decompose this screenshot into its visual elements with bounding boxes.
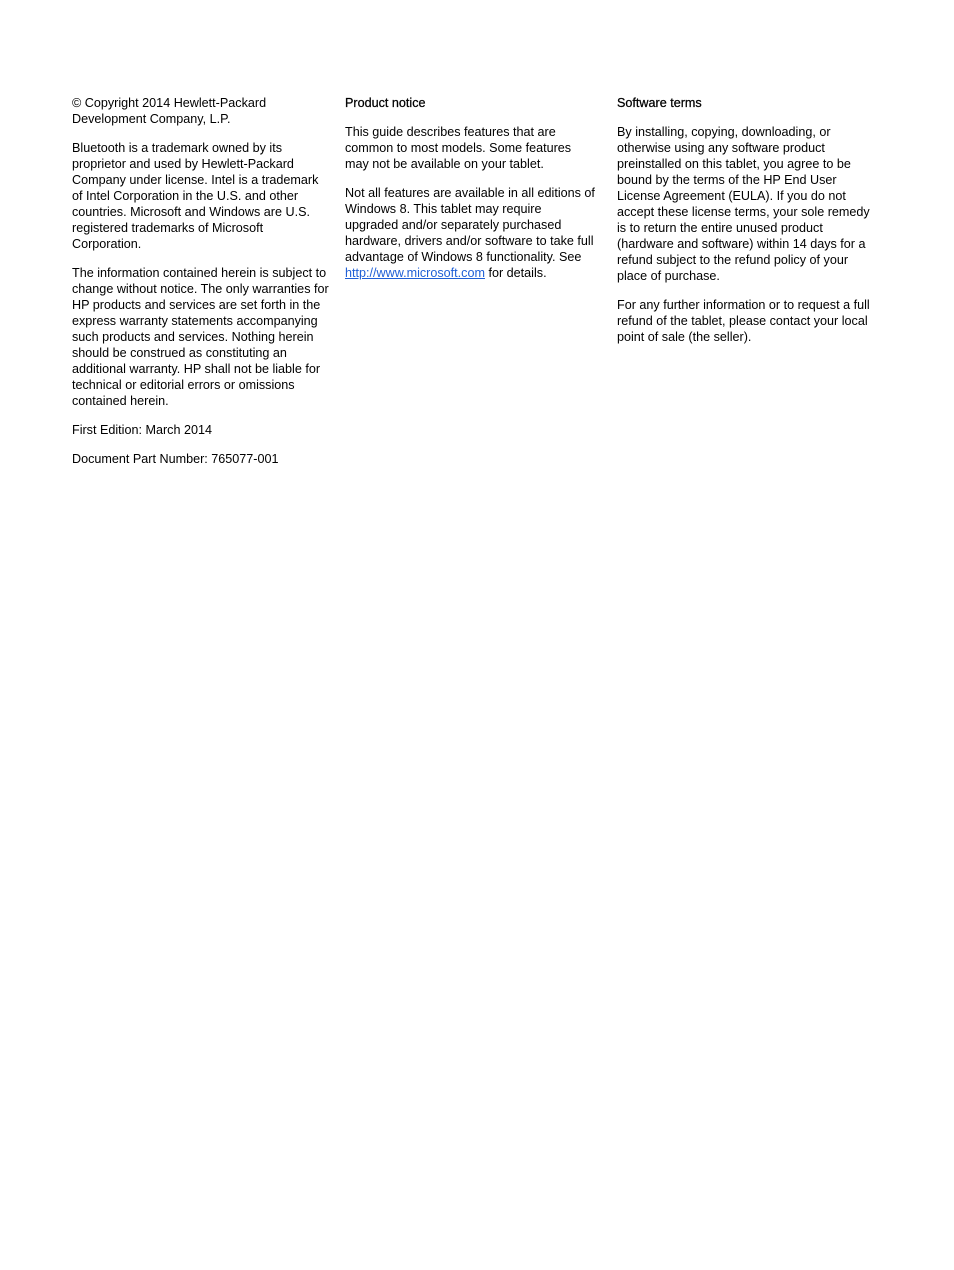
product-notice-heading: Product notice xyxy=(345,96,426,110)
refund-paragraph: For any further information or to request a full refund of the tablet, please contact your local point of sale (the seller). xyxy=(617,298,870,344)
legal-column xyxy=(72,95,330,480)
windows-editions-text: Not all features are available in all editions of Windows 8. This tablet may require upgraded and/or separately purchased hardware, drivers and/or software to take full advantage of Windows 8 functionality. See xyxy=(345,186,595,264)
document-part-number: Document Part Number: 765077-001 xyxy=(72,452,279,466)
edition-info: First Edition: March 2014 xyxy=(72,423,212,437)
software-terms-column xyxy=(617,95,879,358)
trademark-notice: Bluetooth is a trademark owned by its proprietor and used by Hewlett-Packard Company under license. Intel is a trademark of Intel Corporation in the U.S. and other countries. Microsoft and Windows are U.S. registered trademarks of Microsoft Corporation. xyxy=(72,141,319,251)
microsoft-link[interactable]: http://www.microsoft.com xyxy=(345,266,485,280)
product-notice-paragraph: This guide describes features that are common to most models. Some features may not be available on your tablet. xyxy=(345,125,572,171)
software-terms-heading: Software terms xyxy=(617,96,702,110)
windows-editions-paragraph xyxy=(345,185,595,281)
copyright-notice: © Copyright 2014 Hewlett-Packard Development Company, L.P. xyxy=(72,96,267,126)
windows-editions-suffix: for details. xyxy=(484,266,547,280)
product-notice-column xyxy=(345,95,595,294)
eula-paragraph: By installing, copying, downloading, or otherwise using any software product preinstalled on this tablet, you agree to be bound by the terms of the HP End User License Agreement (EULA). If you do not accept these license terms, your sole remedy is to return the entire unused product (hardware and software) within 14 days for a refund subject to the refund policy of your place of purchase. xyxy=(617,125,870,283)
disclaimer-notice: The information contained herein is subject to change without notice. The only warranties for HP products and services are set forth in the express warranty statements accompanying such products and services. Nothing herein should be construed as constituting an additional warranty. HP shall not be liable for technical or editorial errors or omissions contained herein. xyxy=(72,266,329,408)
